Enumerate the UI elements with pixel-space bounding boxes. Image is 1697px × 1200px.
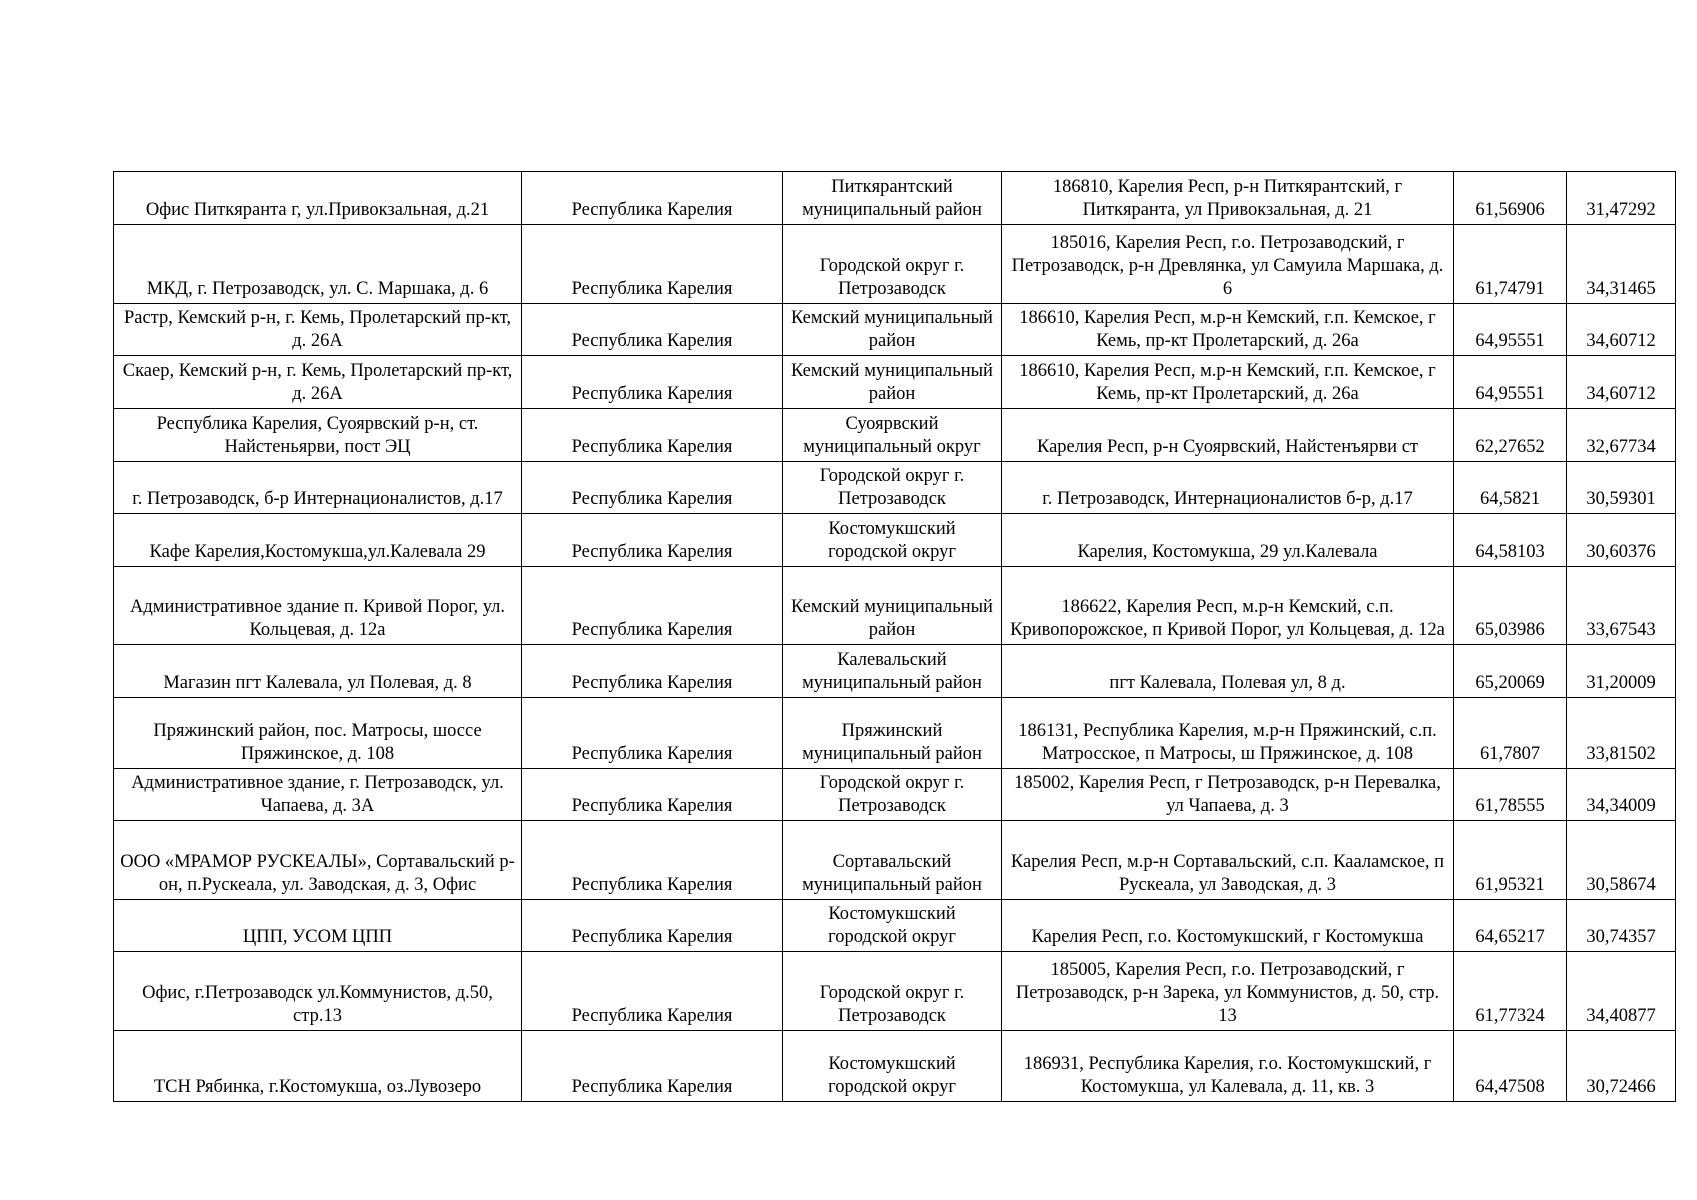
latitude-cell: 61,77324 — [1454, 952, 1567, 1031]
table-row — [114, 1031, 1676, 1102]
address-cell: 186622, Карелия Респ, м.р-н Кемский, с.п. Кривопорожское, п Кривой Порог, ул Кольцевая, д. 12а — [1002, 567, 1454, 645]
table-row — [114, 514, 1676, 567]
latitude-cell: 62,27652 — [1454, 409, 1567, 462]
latitude-cell: 64,65217 — [1454, 900, 1567, 952]
object-name-cell: Растр, Кемский р-н, г. Кемь, Пролетарский пр-кт, д. 26А — [114, 304, 522, 356]
longitude-cell: 30,58674 — [1567, 821, 1676, 900]
region-cell: Республика Карелия — [522, 409, 783, 462]
district-cell: Городской округ г. Петрозаводск — [783, 225, 1002, 304]
longitude-cell: 32,67734 — [1567, 409, 1676, 462]
latitude-cell: 64,5821 — [1454, 462, 1567, 514]
district-cell: Кемский муниципальный район — [783, 567, 1002, 645]
address-cell: 185016, Карелия Респ, г.о. Петрозаводский, г Петрозаводск, р-н Древлянка, ул Самуила Маршака, д. 6 — [1002, 225, 1454, 304]
address-cell: 186610, Карелия Респ, м.р-н Кемский, г.п. Кемское, г Кемь, пр-кт Пролетарский, д. 26а — [1002, 304, 1454, 356]
longitude-cell: 31,20009 — [1567, 645, 1676, 698]
district-cell: Пряжинский муниципальный район — [783, 698, 1002, 769]
region-cell: Республика Карелия — [522, 821, 783, 900]
district-cell: Городской округ г. Петрозаводск — [783, 769, 1002, 821]
region-cell: Республика Карелия — [522, 172, 783, 225]
longitude-cell: 34,31465 — [1567, 225, 1676, 304]
region-cell: Республика Карелия — [522, 514, 783, 567]
address-cell: Карелия Респ, м.р-н Сортавальский, с.п. Кааламское, п Рускеала, ул Заводская, д. 3 — [1002, 821, 1454, 900]
longitude-cell: 31,47292 — [1567, 172, 1676, 225]
district-cell: Калевальский муниципальный район — [783, 645, 1002, 698]
address-cell: г. Петрозаводск, Интернационалистов б-р, д.17 — [1002, 462, 1454, 514]
longitude-cell: 33,67543 — [1567, 567, 1676, 645]
district-cell: Костомукшский городской округ — [783, 514, 1002, 567]
longitude-cell: 33,81502 — [1567, 698, 1676, 769]
table-row — [114, 645, 1676, 698]
address-cell: Карелия Респ, р-н Суоярвский, Найстенъярви ст — [1002, 409, 1454, 462]
latitude-cell: 65,20069 — [1454, 645, 1567, 698]
address-table — [113, 171, 1676, 1102]
table-row — [114, 900, 1676, 952]
region-cell: Республика Карелия — [522, 769, 783, 821]
table-row — [114, 462, 1676, 514]
longitude-cell: 30,74357 — [1567, 900, 1676, 952]
district-cell: Суоярвский муниципальный округ — [783, 409, 1002, 462]
object-name-cell: ТСН Рябинка, г.Костомукша, оз.Лувозеро — [114, 1031, 522, 1102]
region-cell: Республика Карелия — [522, 225, 783, 304]
address-cell: Карелия, Костомукша, 29 ул.Калевала — [1002, 514, 1454, 567]
region-cell: Республика Карелия — [522, 900, 783, 952]
table-row — [114, 769, 1676, 821]
object-name-cell: Офис Питкяранта г, ул.Привокзальная, д.21 — [114, 172, 522, 225]
object-name-cell: г. Петрозаводск, б-р Интернационалистов, д.17 — [114, 462, 522, 514]
object-name-cell: ЦПП, УСОМ ЦПП — [114, 900, 522, 952]
longitude-cell: 30,59301 — [1567, 462, 1676, 514]
latitude-cell: 61,95321 — [1454, 821, 1567, 900]
latitude-cell: 61,7807 — [1454, 698, 1567, 769]
table-row — [114, 952, 1676, 1031]
latitude-cell: 61,56906 — [1454, 172, 1567, 225]
latitude-cell: 64,58103 — [1454, 514, 1567, 567]
address-cell: 186610, Карелия Респ, м.р-н Кемский, г.п. Кемское, г Кемь, пр-кт Пролетарский, д. 26а — [1002, 356, 1454, 409]
latitude-cell: 64,47508 — [1454, 1031, 1567, 1102]
object-name-cell: Скаер, Кемский р-н, г. Кемь, Пролетарский пр-кт, д. 26А — [114, 356, 522, 409]
latitude-cell: 61,78555 — [1454, 769, 1567, 821]
address-cell: пгт Калевала, Полевая ул, 8 д. — [1002, 645, 1454, 698]
latitude-cell: 64,95551 — [1454, 304, 1567, 356]
region-cell: Республика Карелия — [522, 356, 783, 409]
object-name-cell: Магазин пгт Калевала, ул Полевая, д. 8 — [114, 645, 522, 698]
district-cell: Сортавальский муниципальный район — [783, 821, 1002, 900]
object-name-cell: МКД, г. Петрозаводск, ул. С. Маршака, д. 6 — [114, 225, 522, 304]
address-cell: 186810, Карелия Респ, р-н Питкярантский, г Питкяранта, ул Привокзальная, д. 21 — [1002, 172, 1454, 225]
district-cell: Городской округ г. Петрозаводск — [783, 462, 1002, 514]
region-cell: Республика Карелия — [522, 1031, 783, 1102]
district-cell: Городской округ г. Петрозаводск — [783, 952, 1002, 1031]
address-cell: 186931, Республика Карелия, г.о. Костомукшский, г Костомукша, ул Калевала, д. 11, кв. 3 — [1002, 1031, 1454, 1102]
address-cell: 185002, Карелия Респ, г Петрозаводск, р-н Перевалка, ул Чапаева, д. 3 — [1002, 769, 1454, 821]
latitude-cell: 65,03986 — [1454, 567, 1567, 645]
table-row — [114, 172, 1676, 225]
latitude-cell: 61,74791 — [1454, 225, 1567, 304]
table-row — [114, 356, 1676, 409]
address-cell: 185005, Карелия Респ, г.о. Петрозаводский, г Петрозаводск, р-н Зарека, ул Коммунистов, д. 50, стр. 13 — [1002, 952, 1454, 1031]
region-cell: Республика Карелия — [522, 462, 783, 514]
district-cell: Кемский муниципальный район — [783, 356, 1002, 409]
region-cell: Республика Карелия — [522, 952, 783, 1031]
object-name-cell: Республика Карелия, Суоярвский р-н, ст. Найстеньярви, пост ЭЦ — [114, 409, 522, 462]
table-row — [114, 225, 1676, 304]
address-cell: Карелия Респ, г.о. Костомукшский, г Костомукша — [1002, 900, 1454, 952]
region-cell: Республика Карелия — [522, 645, 783, 698]
latitude-cell: 64,95551 — [1454, 356, 1567, 409]
object-name-cell: Офис, г.Петрозаводск ул.Коммунистов, д.50, стр.13 — [114, 952, 522, 1031]
district-cell: Кемский муниципальный район — [783, 304, 1002, 356]
table-row — [114, 409, 1676, 462]
region-cell: Республика Карелия — [522, 698, 783, 769]
address-cell: 186131, Республика Карелия, м.р-н Пряжинский, с.п. Матросское, п Матросы, ш Пряжинское, д. 108 — [1002, 698, 1454, 769]
table-row — [114, 698, 1676, 769]
object-name-cell: Административное здание, г. Петрозаводск, ул. Чапаева, д. 3А — [114, 769, 522, 821]
table-row — [114, 304, 1676, 356]
object-name-cell: Административное здание п. Кривой Порог, ул. Кольцевая, д. 12а — [114, 567, 522, 645]
district-cell: Костомукшский городской округ — [783, 1031, 1002, 1102]
table-row — [114, 567, 1676, 645]
object-name-cell: Пряжинский район, пос. Матросы, шоссе Пряжинское, д. 108 — [114, 698, 522, 769]
longitude-cell: 30,60376 — [1567, 514, 1676, 567]
longitude-cell: 34,60712 — [1567, 304, 1676, 356]
object-name-cell: Кафе Карелия,Костомукша,ул.Калевала 29 — [114, 514, 522, 567]
region-cell: Республика Карелия — [522, 567, 783, 645]
longitude-cell: 34,34009 — [1567, 769, 1676, 821]
longitude-cell: 34,40877 — [1567, 952, 1676, 1031]
district-cell: Питкярантский муниципальный район — [783, 172, 1002, 225]
table-row — [114, 821, 1676, 900]
region-cell: Республика Карелия — [522, 304, 783, 356]
longitude-cell: 34,60712 — [1567, 356, 1676, 409]
object-name-cell: ООО «МРАМОР РУСКЕАЛЫ», Сортавальский р-он, п.Рускеала, ул. Заводская, д. 3, Офис — [114, 821, 522, 900]
longitude-cell: 30,72466 — [1567, 1031, 1676, 1102]
district-cell: Костомукшский городской округ — [783, 900, 1002, 952]
